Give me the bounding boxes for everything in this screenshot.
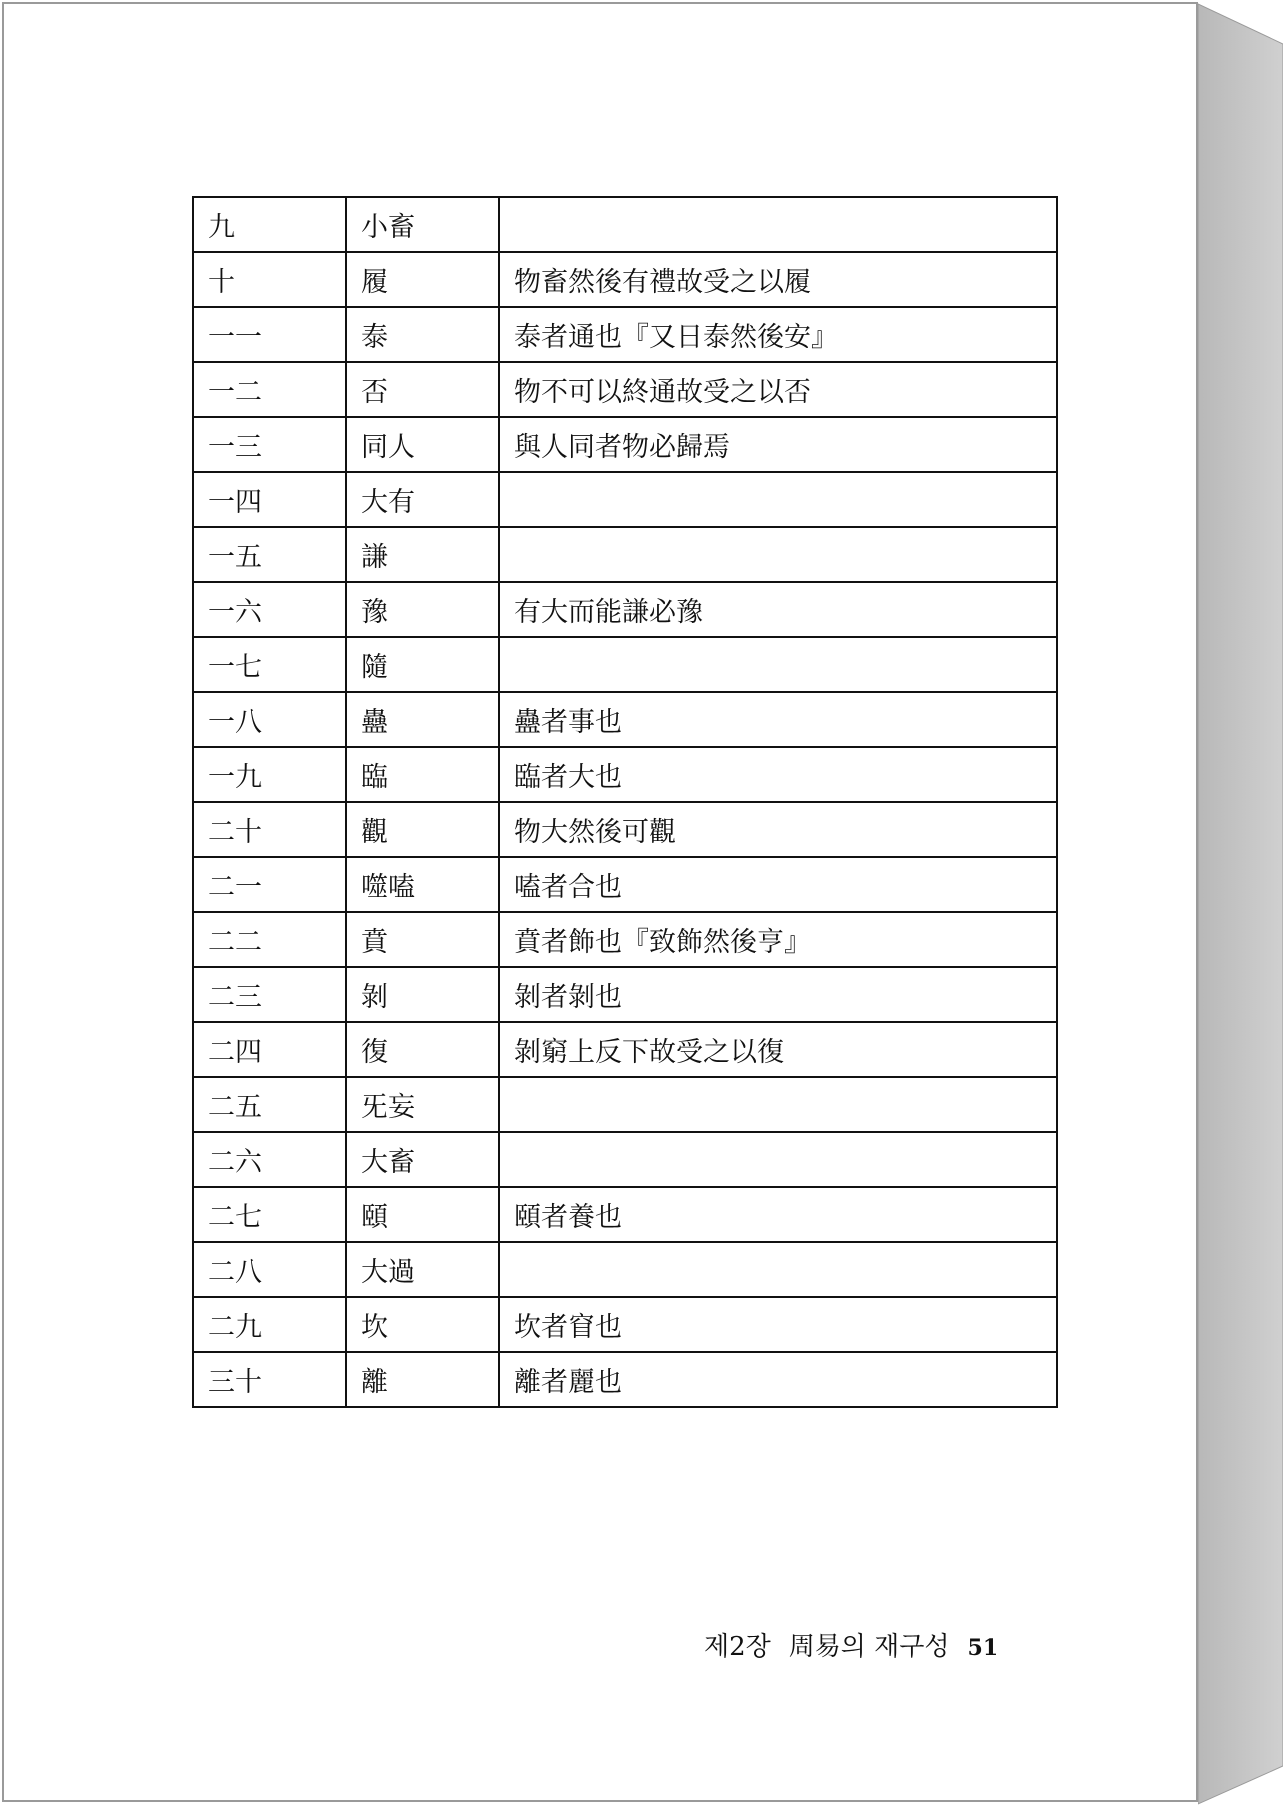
hexagram-number-cell: 三十 bbox=[193, 1352, 346, 1407]
hexagram-table-body bbox=[193, 197, 1057, 1407]
hexagram-text-cell bbox=[499, 527, 1057, 582]
hexagram-text-cell bbox=[499, 1242, 1057, 1297]
table-row bbox=[193, 802, 1057, 857]
hexagram-name-cell: 賁 bbox=[346, 912, 499, 967]
page-footer bbox=[704, 1626, 1104, 1666]
table-row bbox=[193, 1077, 1057, 1132]
hexagram-name-cell: 謙 bbox=[346, 527, 499, 582]
hexagram-name-cell: 復 bbox=[346, 1022, 499, 1077]
hexagram-table bbox=[192, 196, 1058, 1408]
table-row bbox=[193, 197, 1057, 252]
hexagram-number-cell: 一二 bbox=[193, 362, 346, 417]
table-row bbox=[193, 857, 1057, 912]
hexagram-name-cell: 剝 bbox=[346, 967, 499, 1022]
hexagram-name-cell: 小畜 bbox=[346, 197, 499, 252]
hexagram-number-cell: 二二 bbox=[193, 912, 346, 967]
hexagram-name-cell: 噬嗑 bbox=[346, 857, 499, 912]
hexagram-text-cell bbox=[499, 472, 1057, 527]
hexagram-text-cell: 賁者飾也『致飾然後亨』 bbox=[499, 912, 1057, 967]
book-side-edge bbox=[1198, 0, 1283, 1806]
hexagram-number-cell: 二六 bbox=[193, 1132, 346, 1187]
hexagram-text-cell: 離者麗也 bbox=[499, 1352, 1057, 1407]
hexagram-name-cell: 大畜 bbox=[346, 1132, 499, 1187]
hexagram-number-cell: 二九 bbox=[193, 1297, 346, 1352]
hexagram-number-cell: 一六 bbox=[193, 582, 346, 637]
table-row bbox=[193, 637, 1057, 692]
hexagram-number-cell: 一七 bbox=[193, 637, 346, 692]
hexagram-number-cell: 二三 bbox=[193, 967, 346, 1022]
hexagram-number-cell: 一三 bbox=[193, 417, 346, 472]
hexagram-name-cell: 頤 bbox=[346, 1187, 499, 1242]
table-row bbox=[193, 362, 1057, 417]
chapter-title: 周易의 재구성 bbox=[788, 1632, 950, 1662]
hexagram-name-cell: 同人 bbox=[346, 417, 499, 472]
table-row bbox=[193, 912, 1057, 967]
hexagram-text-cell: 頤者養也 bbox=[499, 1187, 1057, 1242]
hexagram-text-cell: 坎者窅也 bbox=[499, 1297, 1057, 1352]
page-number: 51 bbox=[967, 1635, 999, 1661]
table-row bbox=[193, 1352, 1057, 1407]
hexagram-text-cell bbox=[499, 1077, 1057, 1132]
hexagram-name-cell: 蠱 bbox=[346, 692, 499, 747]
hexagram-number-cell: 一四 bbox=[193, 472, 346, 527]
hexagram-text-cell: 有大而能謙必豫 bbox=[499, 582, 1057, 637]
table-row bbox=[193, 1242, 1057, 1297]
hexagram-number-cell: 一一 bbox=[193, 307, 346, 362]
hexagram-name-cell: 觀 bbox=[346, 802, 499, 857]
hexagram-number-cell: 一五 bbox=[193, 527, 346, 582]
hexagram-text-cell: 物不可以終通故受之以否 bbox=[499, 362, 1057, 417]
hexagram-text-cell bbox=[499, 197, 1057, 252]
hexagram-text-cell: 剝窮上反下故受之以復 bbox=[499, 1022, 1057, 1077]
hexagram-number-cell: 一八 bbox=[193, 692, 346, 747]
hexagram-number-cell: 二七 bbox=[193, 1187, 346, 1242]
table-row bbox=[193, 252, 1057, 307]
hexagram-name-cell: 大有 bbox=[346, 472, 499, 527]
hexagram-text-cell: 蠱者事也 bbox=[499, 692, 1057, 747]
hexagram-number-cell: 二五 bbox=[193, 1077, 346, 1132]
hexagram-number-cell: 十 bbox=[193, 252, 346, 307]
hexagram-number-cell: 二一 bbox=[193, 857, 346, 912]
table-row bbox=[193, 527, 1057, 582]
book-page bbox=[2, 2, 1198, 1802]
table-row bbox=[193, 1297, 1057, 1352]
hexagram-text-cell: 剝者剝也 bbox=[499, 967, 1057, 1022]
hexagram-name-cell: 旡妄 bbox=[346, 1077, 499, 1132]
hexagram-number-cell: 二四 bbox=[193, 1022, 346, 1077]
hexagram-text-cell: 物大然後可觀 bbox=[499, 802, 1057, 857]
table-row bbox=[193, 1132, 1057, 1187]
hexagram-number-cell: 二八 bbox=[193, 1242, 346, 1297]
table-row bbox=[193, 747, 1057, 802]
table-row bbox=[193, 1022, 1057, 1077]
table-row bbox=[193, 472, 1057, 527]
hexagram-name-cell: 豫 bbox=[346, 582, 499, 637]
hexagram-number-cell: 二十 bbox=[193, 802, 346, 857]
table-row bbox=[193, 1187, 1057, 1242]
hexagram-name-cell: 臨 bbox=[346, 747, 499, 802]
table-row bbox=[193, 582, 1057, 637]
hexagram-number-cell: 九 bbox=[193, 197, 346, 252]
hexagram-name-cell: 隨 bbox=[346, 637, 499, 692]
hexagram-text-cell: 與人同者物必歸焉 bbox=[499, 417, 1057, 472]
hexagram-name-cell: 坎 bbox=[346, 1297, 499, 1352]
hexagram-name-cell: 履 bbox=[346, 252, 499, 307]
hexagram-text-cell bbox=[499, 637, 1057, 692]
hexagram-text-cell bbox=[499, 1132, 1057, 1187]
hexagram-text-cell: 泰者通也『又日泰然後安』 bbox=[499, 307, 1057, 362]
table-row bbox=[193, 417, 1057, 472]
hexagram-text-cell: 嗑者合也 bbox=[499, 857, 1057, 912]
table-row bbox=[193, 307, 1057, 362]
chapter-label: 제2장 bbox=[704, 1632, 771, 1662]
hexagram-name-cell: 大過 bbox=[346, 1242, 499, 1297]
hexagram-number-cell: 一九 bbox=[193, 747, 346, 802]
table-row bbox=[193, 692, 1057, 747]
table-row bbox=[193, 967, 1057, 1022]
hexagram-text-cell: 臨者大也 bbox=[499, 747, 1057, 802]
hexagram-name-cell: 離 bbox=[346, 1352, 499, 1407]
hexagram-name-cell: 泰 bbox=[346, 307, 499, 362]
hexagram-name-cell: 否 bbox=[346, 362, 499, 417]
hexagram-text-cell: 物畜然後有禮故受之以履 bbox=[499, 252, 1057, 307]
